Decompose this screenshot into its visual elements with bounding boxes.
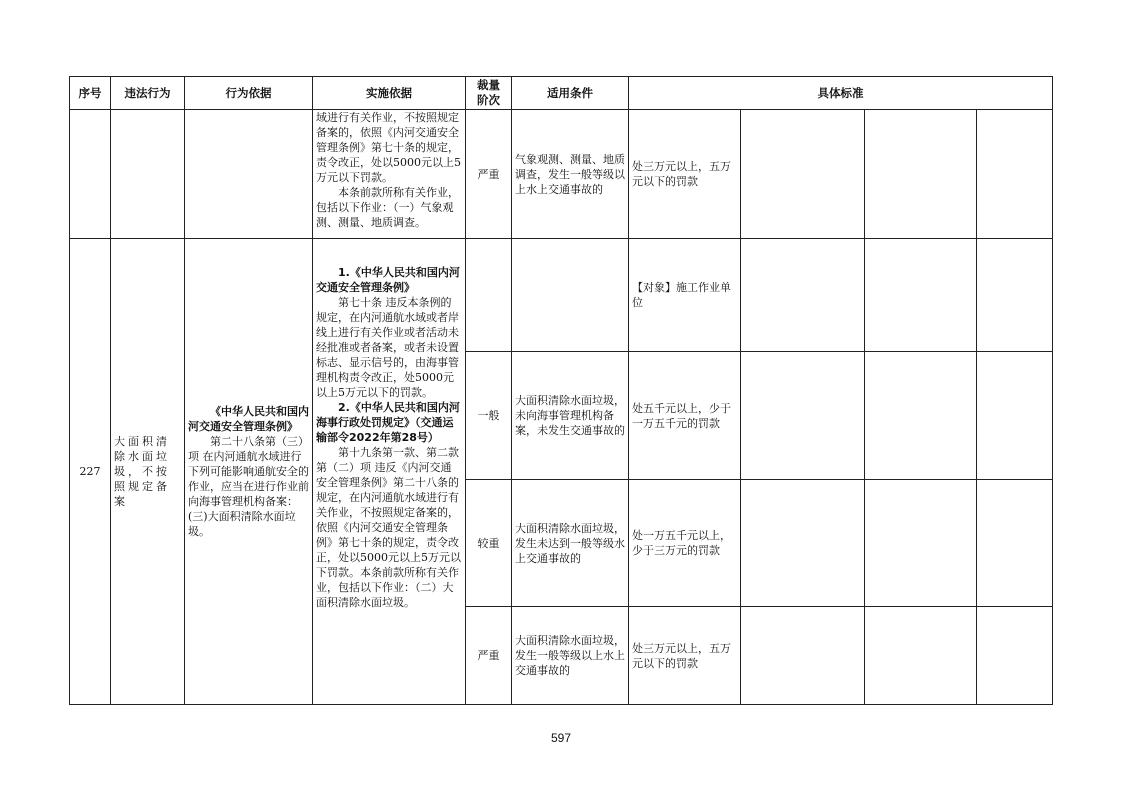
cont-extra-1 xyxy=(741,110,865,239)
tier-2-standard: 处三万元以上，五万元以下的罚款 xyxy=(629,607,741,705)
object-extra-1 xyxy=(741,239,865,352)
row-227-impl-title-2: 2.《中华人民共和国内河海事行政处罚规定》（交通运输部令2022年第28号） xyxy=(316,401,460,444)
tier-0-condition: 大面积清除水面垃圾，未向海事管理机构备案，未发生交通事故的 xyxy=(512,352,629,480)
cont-basis-cell xyxy=(185,110,313,239)
cont-standard: 处三万元以上，五万元以下的罚款 xyxy=(629,110,741,239)
row-227-impl-text-2: 第十九条第一款、第二款第（二）项 违反《内河交通安全管理条例》第二十八条的规定，在内河通航水域进行有关作业，不按照规定备案的，依照《内河交通安全管理条例》第七十条的规定，责令改正，处以5000元以上5万元以下罚款。本条前款所称有关作业，包括以下作业：（二）大面积清除水面垃圾。 xyxy=(316,446,461,609)
tier-0-extra-3 xyxy=(977,352,1053,480)
header-standard: 具体标准 xyxy=(629,77,1053,110)
header-row xyxy=(70,77,1053,110)
cont-extra-3 xyxy=(977,110,1053,239)
header-conditions: 适用条件 xyxy=(512,77,629,110)
tier-2-condition: 大面积清除水面垃圾，发生一般等级以上水上交通事故的 xyxy=(512,607,629,705)
cont-impl-text-2: 本条前款所称有关作业，包括以下作业：（一）气象观测、测量、地质调查。 xyxy=(316,186,459,229)
tier-2-extra-3 xyxy=(977,607,1053,705)
tier-1-extra-1 xyxy=(741,480,865,607)
tier-2-level: 严重 xyxy=(466,607,512,705)
tier-1-extra-3 xyxy=(977,480,1053,607)
cont-violation-cell xyxy=(111,110,185,239)
object-extra-2 xyxy=(865,239,977,352)
row-227-impl-cell xyxy=(313,239,466,705)
header-basis: 行为依据 xyxy=(185,77,313,110)
cont-condition: 气象观测、测量、地质调查，发生一般等级以上水上交通事故的 xyxy=(512,110,629,239)
header-violation: 违法行为 xyxy=(111,77,185,110)
tier-1-standard: 处一万五千元以上，少于三万元的罚款 xyxy=(629,480,741,607)
cont-impl-text-1: 域进行有关作业，不按照规定备案的，依照《内河交通安全管理条例》第七十条的规定，责令改正，处以5000元以上5万元以下罚款。 xyxy=(316,111,461,184)
row-227-impl-title-1: 1.《中华人民共和国内河交通安全管理条例》 xyxy=(316,266,460,294)
row-227-seq: 227 xyxy=(70,239,111,705)
header-seq: 序号 xyxy=(70,77,111,110)
row-227-impl-text-1: 第七十条 违反本条例的规定，在内河通航水域或者岸线上进行有关作业或者活动未经批准或者备案，或者未设置标志、显示信号的，由海事管理机构责令改正，处5000元以上5万元以下的罚款。 xyxy=(316,296,459,399)
object-condition-cell xyxy=(512,239,629,352)
row-227-object xyxy=(70,239,1053,352)
tier-0-extra-1 xyxy=(741,352,865,480)
tier-1-level: 较重 xyxy=(466,480,512,607)
row-227-basis-cell xyxy=(185,239,313,705)
cont-impl-cell xyxy=(313,110,466,239)
header-level xyxy=(466,77,512,110)
object-extra-3 xyxy=(977,239,1053,352)
page-number: 597 xyxy=(550,731,572,745)
cont-level: 严重 xyxy=(466,110,512,239)
tier-1-extra-2 xyxy=(865,480,977,607)
tier-1-condition: 大面积清除水面垃圾，发生未达到一般等级水上交通事故的 xyxy=(512,480,629,607)
row-227-violation: 大面积清除水面垃圾，不按照规定备案 xyxy=(111,239,185,705)
tier-0-standard: 处五千元以上，少于一万五千元的罚款 xyxy=(629,352,741,480)
continued-row xyxy=(70,110,1053,239)
row-227-basis-title: 《中华人民共和国内河交通安全管理条例》 xyxy=(188,405,309,433)
cont-extra-2 xyxy=(865,110,977,239)
tier-0-extra-2 xyxy=(865,352,977,480)
row-227-basis-text: 第二十八条第（三）项 在内河通航水域进行下列可能影响通航安全的作业，应当在进行作业前向海事管理机构备案：(三)大面积清除水面垃圾。 xyxy=(188,435,309,538)
tier-2-extra-2 xyxy=(865,607,977,705)
tier-2-extra-1 xyxy=(741,607,865,705)
row-227-object: 【对象】施工作业单位 xyxy=(629,239,741,352)
penalty-table xyxy=(69,76,1053,705)
object-level-cell xyxy=(466,239,512,352)
cont-seq-cell xyxy=(70,110,111,239)
header-level-text: 裁量阶次 xyxy=(476,78,500,107)
tier-0-level: 一般 xyxy=(466,352,512,480)
header-impl-basis: 实施依据 xyxy=(313,77,466,110)
